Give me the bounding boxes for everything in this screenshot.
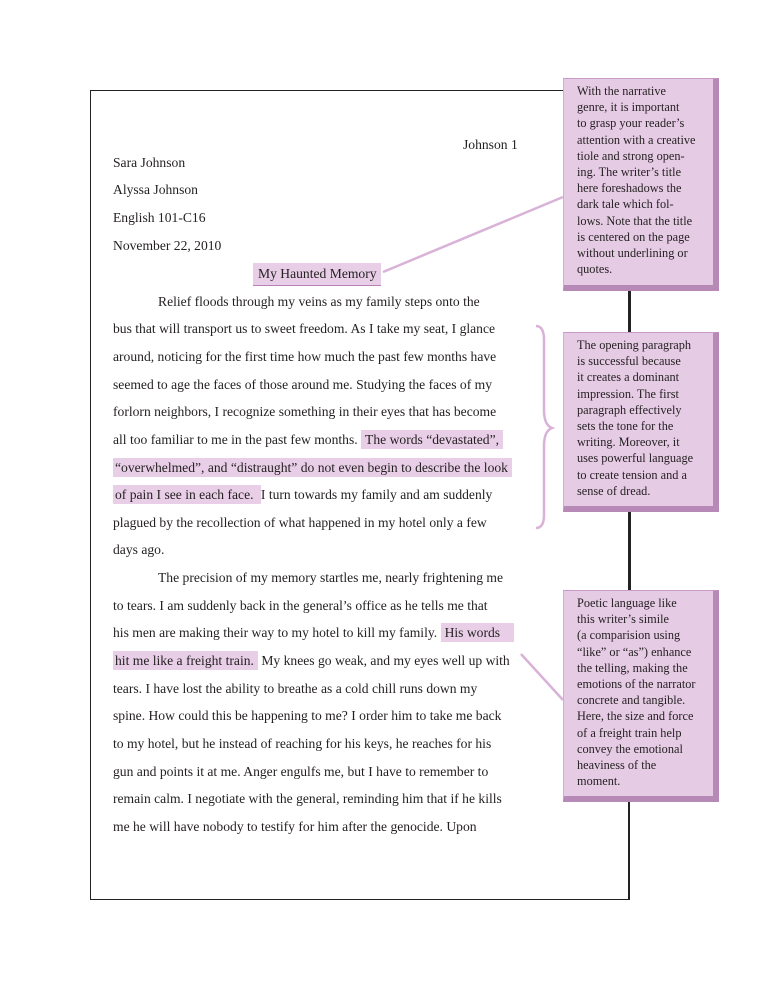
body-line: remain calm. I negotiate with the general, reminding him that if he kills bbox=[113, 791, 502, 806]
note-line: the telling, making the bbox=[577, 660, 688, 675]
body-line bbox=[113, 459, 512, 477]
note-line: With the narrative bbox=[577, 84, 666, 98]
note-line: emotions of the narrator bbox=[577, 677, 696, 692]
body-line bbox=[113, 486, 492, 504]
note-line: convey the emotional bbox=[577, 741, 683, 756]
body-line: days ago. bbox=[113, 542, 165, 557]
note-line: of a freight train help bbox=[577, 725, 682, 740]
heading-instructor: Alyssa Johnson bbox=[113, 182, 198, 197]
note-line: here foreshadows the bbox=[577, 181, 682, 196]
note-line: attention with a creative bbox=[577, 132, 696, 147]
note-line: it creates a dominant bbox=[577, 370, 680, 385]
note-line: The opening paragraph bbox=[577, 338, 692, 352]
annotation-note-title bbox=[563, 78, 719, 291]
note-line: this writer’s simile bbox=[577, 612, 669, 627]
note-line: writing. Moreover, it bbox=[577, 435, 680, 450]
body-line: Relief floods through my veins as my family steps onto the bbox=[158, 294, 480, 309]
highlighted-text: hit me like a freight train. bbox=[113, 651, 258, 670]
heading-course: English 101-C16 bbox=[113, 210, 206, 225]
note-line: quotes. bbox=[577, 262, 613, 277]
body-line: bus that will transport us to sweet freedom. As I take my seat, I glance bbox=[113, 321, 496, 336]
note-line: Here, the size and force bbox=[577, 709, 694, 724]
heading-date: November 22, 2010 bbox=[113, 238, 222, 253]
note-line: is centered on the page bbox=[577, 229, 690, 244]
body-line: me he will have nobody to testify for him after the genocide. Upon bbox=[113, 819, 477, 834]
body-line bbox=[113, 624, 514, 642]
annotation-note-opening bbox=[563, 332, 719, 512]
body-text: I turn towards my family and am suddenly bbox=[260, 487, 493, 502]
note-line: sense of dread. bbox=[577, 483, 651, 498]
connector-simile-note bbox=[521, 654, 563, 700]
note-line: heaviness of the bbox=[577, 758, 657, 773]
note-line: genre, it is important bbox=[577, 100, 680, 115]
page-header: Johnson 1 bbox=[463, 137, 518, 152]
note-line: to grasp your reader’s bbox=[577, 116, 685, 131]
highlighted-text: of pain I see in each face. bbox=[113, 485, 261, 504]
highlighted-text: “overwhelmed”, and “distraught” do not even begin to describe the look bbox=[113, 458, 512, 477]
heading-student-name: Sara Johnson bbox=[113, 155, 186, 170]
body-text: My knees go weak, and my eyes well up with bbox=[257, 653, 510, 668]
note-line: moment. bbox=[577, 774, 621, 789]
note-line: “like” or “as”) enhance bbox=[577, 644, 692, 659]
note-line: (a comparision using bbox=[577, 628, 681, 643]
body-line: gun and points it at me. Anger engulfs me, but I have to remember to bbox=[113, 764, 489, 779]
note-line: tiole and strong open- bbox=[577, 148, 685, 163]
note-line: Poetic language like bbox=[577, 596, 677, 610]
note-line: paragraph effectively bbox=[577, 402, 682, 417]
body-line: The precision of my memory startles me, nearly frightening me bbox=[158, 570, 504, 585]
note-line: dark tale which fol- bbox=[577, 197, 674, 212]
body-line: seemed to age the faces of those around me. Studying the faces of my bbox=[113, 377, 492, 392]
body-line: to my hotel, but he instead of reaching for his keys, he reaches for his bbox=[113, 736, 492, 751]
note-line: uses powerful language bbox=[577, 451, 694, 466]
annotation-note-simile bbox=[563, 590, 719, 802]
body-line: to tears. I am suddenly back in the general’s office as he tells me that bbox=[113, 598, 488, 613]
note-line: concrete and tangible. bbox=[577, 693, 686, 708]
note-line: is successful because bbox=[577, 354, 681, 369]
body-text: his men are making their way to my hotel to kill my family. bbox=[113, 625, 441, 640]
highlighted-text: The words “devastated”, bbox=[361, 430, 503, 449]
note-line: sets the tone for the bbox=[577, 419, 674, 434]
connector-title-note bbox=[383, 197, 563, 272]
body-line: around, noticing for the first time how much the past few months have bbox=[113, 349, 497, 364]
body-line: tears. I have lost the ability to breathe as a cold chill runs down my bbox=[113, 681, 478, 696]
note-line: without underlining or bbox=[577, 246, 688, 261]
body-line: forlorn neighbors, I recognize something in their eyes that has become bbox=[113, 404, 497, 419]
note-line: to create tension and a bbox=[577, 467, 687, 482]
body-line: plagued by the recollection of what happened in my hotel only a few bbox=[113, 515, 487, 530]
note-line: lows. Note that the title bbox=[577, 213, 693, 228]
note-line: impression. The first bbox=[577, 386, 679, 401]
body-text: all too familiar to me in the past few months. bbox=[113, 432, 362, 447]
body-line bbox=[113, 652, 510, 670]
highlighted-text: His words bbox=[441, 623, 515, 642]
paragraph-bracket bbox=[536, 326, 552, 528]
note-line: ing. The writer’s title bbox=[577, 165, 682, 180]
body-line bbox=[113, 431, 503, 449]
essay-title: My Haunted Memory bbox=[258, 266, 377, 281]
body-line: spine. How could this be happening to me? I order him to take me back bbox=[113, 708, 502, 723]
